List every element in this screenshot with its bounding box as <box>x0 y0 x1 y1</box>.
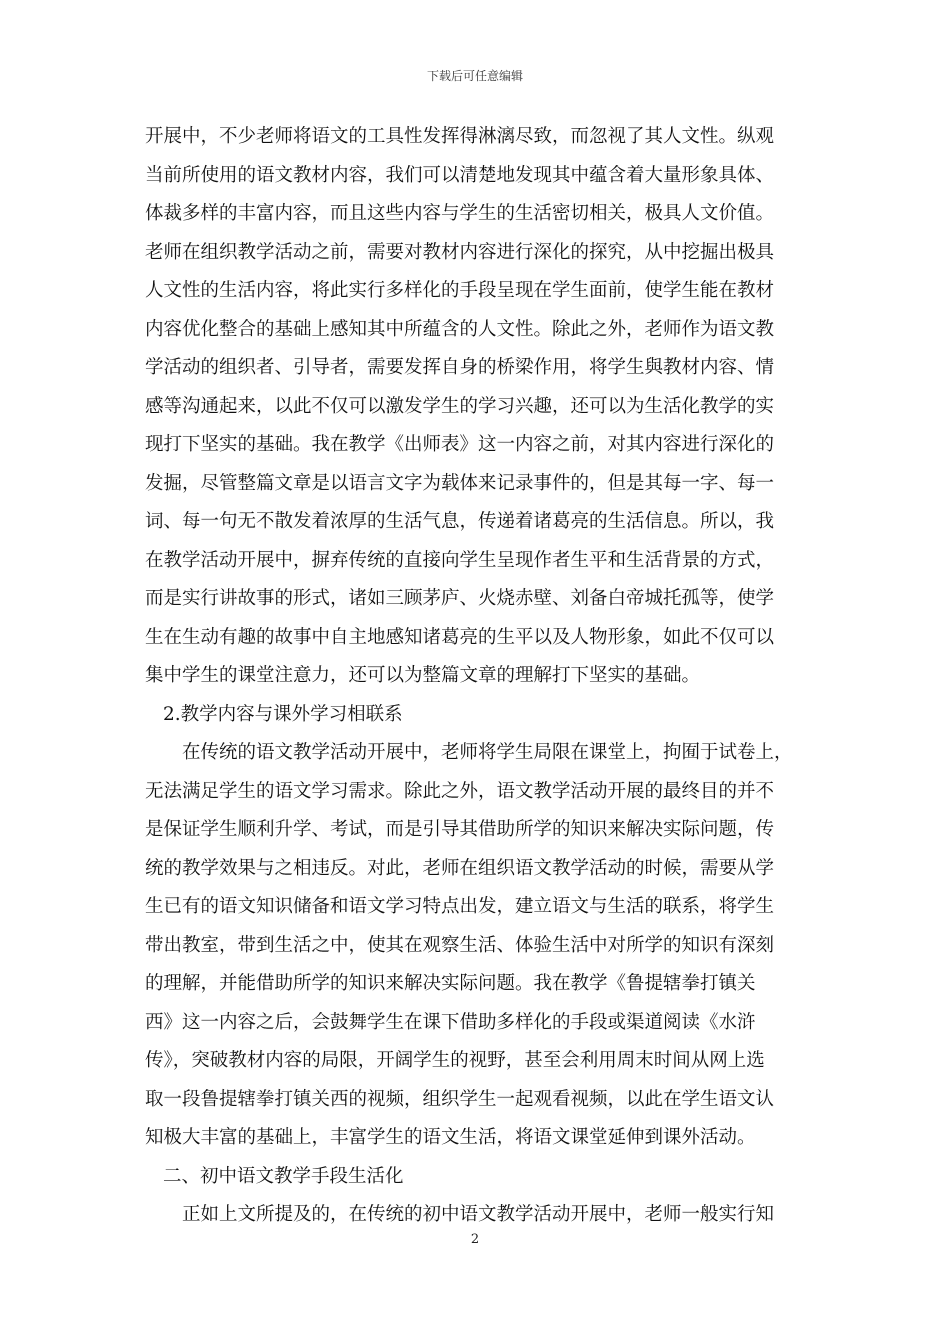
text-line: 带出教室，带到生活之中，使其在观察生活、体验生活中对所学的知识有深刻 <box>145 934 775 956</box>
page-number: 2 <box>470 1232 480 1247</box>
text-line: 开展中，不少老师将语文的工具性发挥得淋漓尽致，而忽视了其人文性。纵观 <box>145 126 775 147</box>
text-line: 传》，突破教材内容的局限，开阔学生的视野，甚至会利用周末时间从网上选 <box>145 1050 765 1071</box>
paragraph-first-line: 正如上文所提及的，在传统的初中语文教学活动开展中，老师一般实行知 <box>182 1204 775 1225</box>
text-line: 现打下坚实的基础。我在教学《出师表》这一内容之前，对其内容进行深化的 <box>145 434 775 455</box>
text-line: 感等沟通起来，以此不仅可以激发学生的学习兴趣，还可以为生活化教学的实 <box>145 395 775 417</box>
text-line: 生在生动有趣的故事中自主地感知诸葛亮的生平以及人物形象，如此不仅可以 <box>145 626 775 648</box>
section-heading: 二、初中语文教学手段生活化 <box>163 1165 404 1187</box>
text-line: 词、每一句无不散发着浓厚的生活气息，传递着诸葛亮的生活信息。所以，我 <box>145 511 775 532</box>
text-line: 而是实行讲故事的形式，诸如三顾茅庐、火烧赤壁、刘备白帝城托孤等，使学 <box>145 588 775 609</box>
text-line: 统的教学效果与之相违反。对此，老师在组织语文教学活动的时候，需要从学 <box>145 857 775 879</box>
text-line: 学活动的组织者、引导者，需要发挥自身的桥梁作用，将学生與教材内容、情 <box>145 357 775 378</box>
text-line: 无法满足学生的语文学习需求。除此之外，语文教学活动开展的最终目的并不 <box>145 780 775 802</box>
text-line: 当前所使用的语文教材内容，我们可以清楚地发现其中蕴含着大量形象具体、 <box>145 164 775 186</box>
section-heading: 2.教学内容与课外学习相联系 <box>163 703 403 725</box>
text-line: 老师在组织教学活动之前，需要对教材内容进行深化的探究，从中挖掘出极具 <box>145 241 775 263</box>
text-line: 取一段鲁提辖拳打镇关西的视频，组织学生一起观看视频，以此在学生语文认 <box>145 1088 775 1110</box>
paragraph-first-line: 在传统的语文教学活动开展中，老师将学生局限在课堂上，拘囿于试卷上， <box>182 742 793 763</box>
page-header: 下载后可任意编辑 <box>426 69 523 83</box>
text-line: 内容优化整合的基础上感知其中所蕴含的人文性。除此之外，老师作为语文教 <box>145 318 775 340</box>
text-line: 知极大丰富的基础上，丰富学生的语文生活，将语文课堂延伸到课外活动。 <box>145 1127 756 1148</box>
document-body <box>145 118 807 1235</box>
text-line: 生已有的语文知识储备和语文学习特点出发，建立语文与生活的联系，将学生 <box>145 896 775 917</box>
text-line: 集中学生的课堂注意力，还可以为整篇文章的理解打下坚实的基础。 <box>145 665 701 686</box>
text-line: 的理解，并能借助所学的知识来解决实际问题。我在教学《鲁提辖拳打镇关 <box>145 973 756 994</box>
text-line: 体裁多样的丰富内容，而且这些内容与学生的生活密切相关，极具人文价值。 <box>145 203 775 224</box>
text-line: 西》这一内容之后，会鼓舞学生在课下借助多样化的手段或渠道阅读《水浒 <box>145 1011 756 1033</box>
text-line: 是保证学生顺利升学、考试，而是引导其借助所学的知识来解决实际问题，传 <box>145 819 775 840</box>
text-line: 发掘，尽管整篇文章是以语言文字为载体来记录事件的，但是其每一字、每一 <box>145 472 775 494</box>
text-line: 在教学活动开展中，摒弃传统的直接向学生呈现作者生平和生活背景的方式， <box>145 549 775 571</box>
text-line: 人文性的生活内容，将此实行多样化的手段呈现在学生面前，使学生能在教材 <box>145 280 775 301</box>
